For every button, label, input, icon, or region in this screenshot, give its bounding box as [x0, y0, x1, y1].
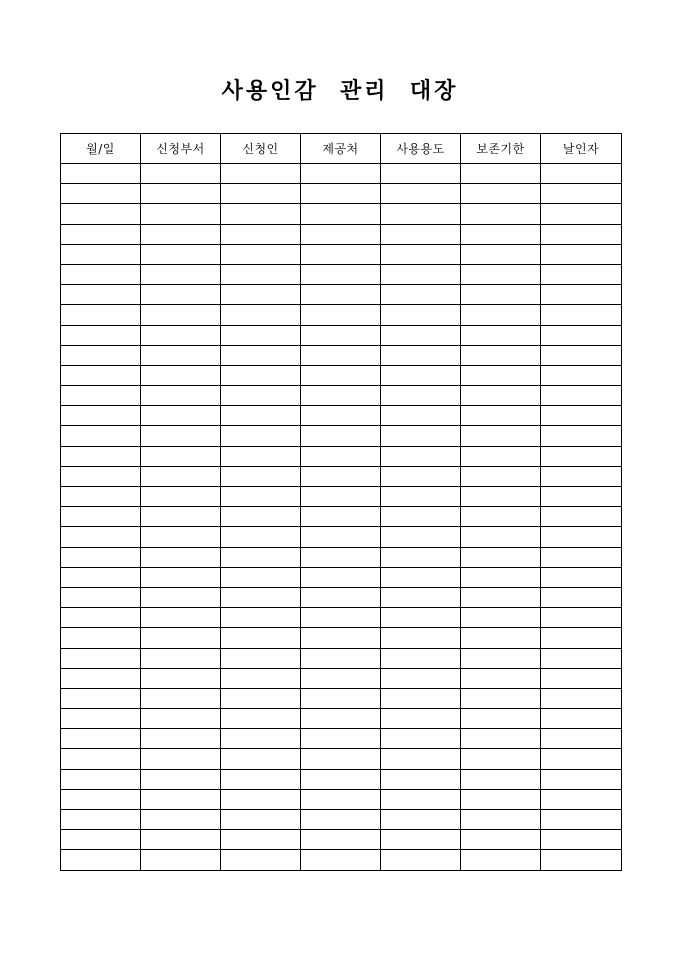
column-header-retention-period: 보존기한 — [461, 134, 541, 164]
table-cell — [221, 446, 301, 466]
table-cell — [221, 729, 301, 749]
table-cell — [541, 244, 622, 264]
table-cell — [541, 487, 622, 507]
table-cell — [221, 386, 301, 406]
table-cell — [141, 224, 221, 244]
table-cell — [381, 345, 461, 365]
table-cell — [381, 810, 461, 830]
table-cell — [61, 729, 141, 749]
table-cell — [541, 729, 622, 749]
table-row — [61, 668, 622, 688]
table-cell — [61, 810, 141, 830]
table-cell — [301, 749, 381, 769]
table-cell — [221, 587, 301, 607]
table-cell — [61, 184, 141, 204]
table-cell — [141, 587, 221, 607]
seal-usage-ledger-table — [60, 133, 622, 871]
table-cell — [221, 264, 301, 284]
table-cell — [141, 830, 221, 850]
table-cell — [461, 608, 541, 628]
table-cell — [61, 587, 141, 607]
table-cell — [221, 487, 301, 507]
table-cell — [541, 628, 622, 648]
table-row — [61, 810, 622, 830]
table-cell — [141, 426, 221, 446]
table-cell — [461, 810, 541, 830]
table-cell — [381, 184, 461, 204]
table-cell — [541, 709, 622, 729]
table-cell — [141, 345, 221, 365]
table-row — [61, 688, 622, 708]
table-row — [61, 487, 622, 507]
table-cell — [381, 325, 461, 345]
table-cell — [541, 830, 622, 850]
table-cell — [221, 204, 301, 224]
table-cell — [221, 709, 301, 729]
table-cell — [301, 164, 381, 184]
table-row — [61, 224, 622, 244]
table-cell — [61, 386, 141, 406]
table-cell — [301, 224, 381, 244]
table-row — [61, 789, 622, 809]
table-row — [61, 628, 622, 648]
table-cell — [461, 709, 541, 729]
table-cell — [61, 305, 141, 325]
table-cell — [541, 527, 622, 547]
table-cell — [141, 244, 221, 264]
table-cell — [461, 628, 541, 648]
table-cell — [381, 224, 461, 244]
table-cell — [381, 648, 461, 668]
column-header-purpose: 사용용도 — [381, 134, 461, 164]
table-cell — [301, 668, 381, 688]
table-cell — [381, 729, 461, 749]
table-cell — [141, 628, 221, 648]
column-header-department: 신청부서 — [141, 134, 221, 164]
table-cell — [61, 164, 141, 184]
table-cell — [301, 850, 381, 870]
table-row — [61, 446, 622, 466]
table-cell — [461, 507, 541, 527]
table-cell — [221, 547, 301, 567]
table-cell — [461, 830, 541, 850]
table-cell — [461, 749, 541, 769]
table-cell — [221, 325, 301, 345]
table-cell — [221, 406, 301, 426]
table-cell — [141, 527, 221, 547]
table-row — [61, 709, 622, 729]
table-cell — [301, 507, 381, 527]
table-cell — [221, 365, 301, 385]
table-cell — [61, 547, 141, 567]
table-cell — [61, 244, 141, 264]
table-cell — [381, 264, 461, 284]
table-cell — [221, 749, 301, 769]
table-cell — [461, 688, 541, 708]
table-cell — [381, 365, 461, 385]
table-cell — [301, 789, 381, 809]
table-cell — [221, 769, 301, 789]
table-cell — [141, 810, 221, 830]
table-cell — [61, 426, 141, 446]
table-cell — [61, 628, 141, 648]
table-cell — [381, 547, 461, 567]
table-cell — [221, 426, 301, 446]
table-cell — [381, 285, 461, 305]
table-cell — [61, 345, 141, 365]
table-cell — [461, 527, 541, 547]
table-cell — [141, 164, 221, 184]
table-cell — [301, 466, 381, 486]
table-cell — [461, 648, 541, 668]
table-cell — [381, 386, 461, 406]
table-cell — [461, 466, 541, 486]
table-cell — [221, 608, 301, 628]
table-cell — [541, 224, 622, 244]
table-cell — [61, 224, 141, 244]
table-cell — [61, 769, 141, 789]
table-cell — [141, 769, 221, 789]
table-cell — [381, 850, 461, 870]
table-cell — [141, 446, 221, 466]
table-cell — [61, 789, 141, 809]
table-cell — [381, 164, 461, 184]
table-cell — [301, 386, 381, 406]
table-cell — [301, 648, 381, 668]
table-cell — [301, 527, 381, 547]
table-cell — [301, 810, 381, 830]
table-cell — [141, 365, 221, 385]
table-cell — [301, 769, 381, 789]
table-cell — [61, 567, 141, 587]
table-cell — [141, 406, 221, 426]
table-cell — [221, 810, 301, 830]
table-cell — [541, 204, 622, 224]
table-cell — [61, 507, 141, 527]
table-cell — [141, 709, 221, 729]
table-row — [61, 547, 622, 567]
table-row — [61, 608, 622, 628]
table-cell — [381, 507, 461, 527]
table-cell — [61, 285, 141, 305]
table-cell — [221, 305, 301, 325]
table-cell — [461, 305, 541, 325]
table-cell — [541, 285, 622, 305]
table-cell — [301, 325, 381, 345]
table-cell — [301, 487, 381, 507]
table-cell — [541, 587, 622, 607]
table-cell — [141, 466, 221, 486]
table-cell — [461, 386, 541, 406]
table-cell — [61, 688, 141, 708]
table-cell — [61, 850, 141, 870]
table-cell — [381, 466, 461, 486]
table-row — [61, 567, 622, 587]
table-cell — [461, 184, 541, 204]
table-row — [61, 648, 622, 668]
table-cell — [301, 567, 381, 587]
table-cell — [141, 850, 221, 870]
table-cell — [61, 365, 141, 385]
table-cell — [301, 830, 381, 850]
table-cell — [301, 285, 381, 305]
table-row — [61, 769, 622, 789]
table-row — [61, 164, 622, 184]
table-cell — [381, 426, 461, 446]
table-row — [61, 285, 622, 305]
table-cell — [221, 628, 301, 648]
table-cell — [461, 567, 541, 587]
table-cell — [301, 446, 381, 466]
table-cell — [381, 587, 461, 607]
table-cell — [461, 244, 541, 264]
table-cell — [141, 688, 221, 708]
table-cell — [141, 204, 221, 224]
table-cell — [221, 789, 301, 809]
table-row — [61, 244, 622, 264]
table-cell — [61, 406, 141, 426]
table-cell — [541, 406, 622, 426]
column-header-applicant: 신청인 — [221, 134, 301, 164]
page-title: 사용인감 관리 대장 — [221, 78, 459, 104]
table-cell — [141, 285, 221, 305]
table-cell — [221, 466, 301, 486]
table-cell — [461, 487, 541, 507]
table-cell — [541, 668, 622, 688]
table-row — [61, 850, 622, 870]
column-header-sealer: 날인자 — [541, 134, 622, 164]
table-cell — [141, 789, 221, 809]
table-cell — [381, 608, 461, 628]
table-cell — [61, 487, 141, 507]
table-cell — [381, 406, 461, 426]
table-cell — [381, 204, 461, 224]
table-cell — [61, 204, 141, 224]
column-header-recipient: 제공처 — [301, 134, 381, 164]
table-cell — [61, 648, 141, 668]
table-cell — [381, 769, 461, 789]
table-cell — [61, 466, 141, 486]
table-cell — [461, 264, 541, 284]
table-cell — [461, 164, 541, 184]
table-cell — [61, 830, 141, 850]
table-row — [61, 466, 622, 486]
table-cell — [461, 729, 541, 749]
table-cell — [461, 365, 541, 385]
table-body — [61, 164, 622, 871]
table-row — [61, 527, 622, 547]
table-cell — [221, 688, 301, 708]
table-cell — [141, 749, 221, 769]
table-cell — [541, 345, 622, 365]
table-cell — [61, 264, 141, 284]
table-cell — [301, 426, 381, 446]
table-cell — [541, 264, 622, 284]
table-cell — [221, 850, 301, 870]
table-cell — [61, 749, 141, 769]
table-cell — [461, 446, 541, 466]
table-cell — [301, 204, 381, 224]
table-cell — [301, 709, 381, 729]
table-cell — [221, 830, 301, 850]
table-cell — [141, 729, 221, 749]
header-row — [61, 134, 622, 164]
table-cell — [141, 325, 221, 345]
table-cell — [301, 688, 381, 708]
table-cell — [381, 567, 461, 587]
table-cell — [541, 810, 622, 830]
table-cell — [301, 244, 381, 264]
table-row — [61, 204, 622, 224]
table-cell — [541, 164, 622, 184]
table-cell — [461, 668, 541, 688]
column-header-date: 월/일 — [61, 134, 141, 164]
table-row — [61, 305, 622, 325]
table-row — [61, 184, 622, 204]
table-cell — [301, 264, 381, 284]
table-cell — [141, 547, 221, 567]
table-cell — [541, 789, 622, 809]
table-cell — [221, 224, 301, 244]
table-cell — [541, 608, 622, 628]
table-cell — [381, 527, 461, 547]
table-cell — [301, 365, 381, 385]
table-cell — [541, 466, 622, 486]
table-cell — [301, 587, 381, 607]
table-cell — [461, 547, 541, 567]
table-cell — [301, 608, 381, 628]
table-cell — [141, 648, 221, 668]
table-row — [61, 830, 622, 850]
table-cell — [221, 244, 301, 264]
table-row — [61, 365, 622, 385]
table-cell — [141, 386, 221, 406]
table-cell — [541, 305, 622, 325]
table-cell — [461, 406, 541, 426]
table-cell — [541, 184, 622, 204]
table-row — [61, 587, 622, 607]
table-cell — [541, 850, 622, 870]
table-cell — [141, 567, 221, 587]
table-cell — [541, 325, 622, 345]
table-cell — [381, 709, 461, 729]
table-row — [61, 325, 622, 345]
table-cell — [381, 487, 461, 507]
table-cell — [461, 426, 541, 446]
table-cell — [141, 184, 221, 204]
table-cell — [381, 668, 461, 688]
table-cell — [61, 709, 141, 729]
table-cell — [541, 365, 622, 385]
table-cell — [301, 628, 381, 648]
table-cell — [61, 446, 141, 466]
table-cell — [141, 507, 221, 527]
table-cell — [221, 164, 301, 184]
table-cell — [381, 628, 461, 648]
table-header — [61, 134, 622, 164]
table-cell — [221, 648, 301, 668]
table-cell — [461, 587, 541, 607]
table-cell — [381, 830, 461, 850]
table-cell — [301, 305, 381, 325]
table-cell — [541, 386, 622, 406]
table-cell — [541, 648, 622, 668]
table-cell — [461, 325, 541, 345]
table-cell — [221, 285, 301, 305]
table-cell — [541, 749, 622, 769]
table-row — [61, 386, 622, 406]
table-cell — [141, 305, 221, 325]
table-cell — [141, 668, 221, 688]
table-cell — [381, 688, 461, 708]
table-cell — [301, 345, 381, 365]
table-cell — [541, 688, 622, 708]
table-cell — [61, 527, 141, 547]
table-row — [61, 406, 622, 426]
table-cell — [221, 668, 301, 688]
table-cell — [381, 749, 461, 769]
table-cell — [301, 406, 381, 426]
table-cell — [221, 567, 301, 587]
table-cell — [461, 789, 541, 809]
table-cell — [141, 487, 221, 507]
table-cell — [301, 184, 381, 204]
table-cell — [541, 567, 622, 587]
table-row — [61, 729, 622, 749]
table-cell — [301, 729, 381, 749]
table-cell — [221, 184, 301, 204]
table-cell — [221, 507, 301, 527]
table-row — [61, 426, 622, 446]
table-row — [61, 507, 622, 527]
table-cell — [461, 204, 541, 224]
table-cell — [221, 527, 301, 547]
table-cell — [381, 244, 461, 264]
table-cell — [461, 224, 541, 244]
table-row — [61, 264, 622, 284]
table-cell — [541, 547, 622, 567]
table-cell — [221, 345, 301, 365]
table-row — [61, 749, 622, 769]
table-cell — [541, 426, 622, 446]
table-cell — [301, 547, 381, 567]
table-cell — [541, 446, 622, 466]
table-cell — [541, 769, 622, 789]
table-cell — [381, 446, 461, 466]
table-cell — [461, 769, 541, 789]
table-cell — [381, 789, 461, 809]
table-cell — [461, 850, 541, 870]
table-row — [61, 345, 622, 365]
table-cell — [141, 608, 221, 628]
table-cell — [61, 325, 141, 345]
table-cell — [541, 507, 622, 527]
table-cell — [461, 285, 541, 305]
table-cell — [61, 668, 141, 688]
table-cell — [461, 345, 541, 365]
table-cell — [141, 264, 221, 284]
table-cell — [381, 305, 461, 325]
table-cell — [61, 608, 141, 628]
